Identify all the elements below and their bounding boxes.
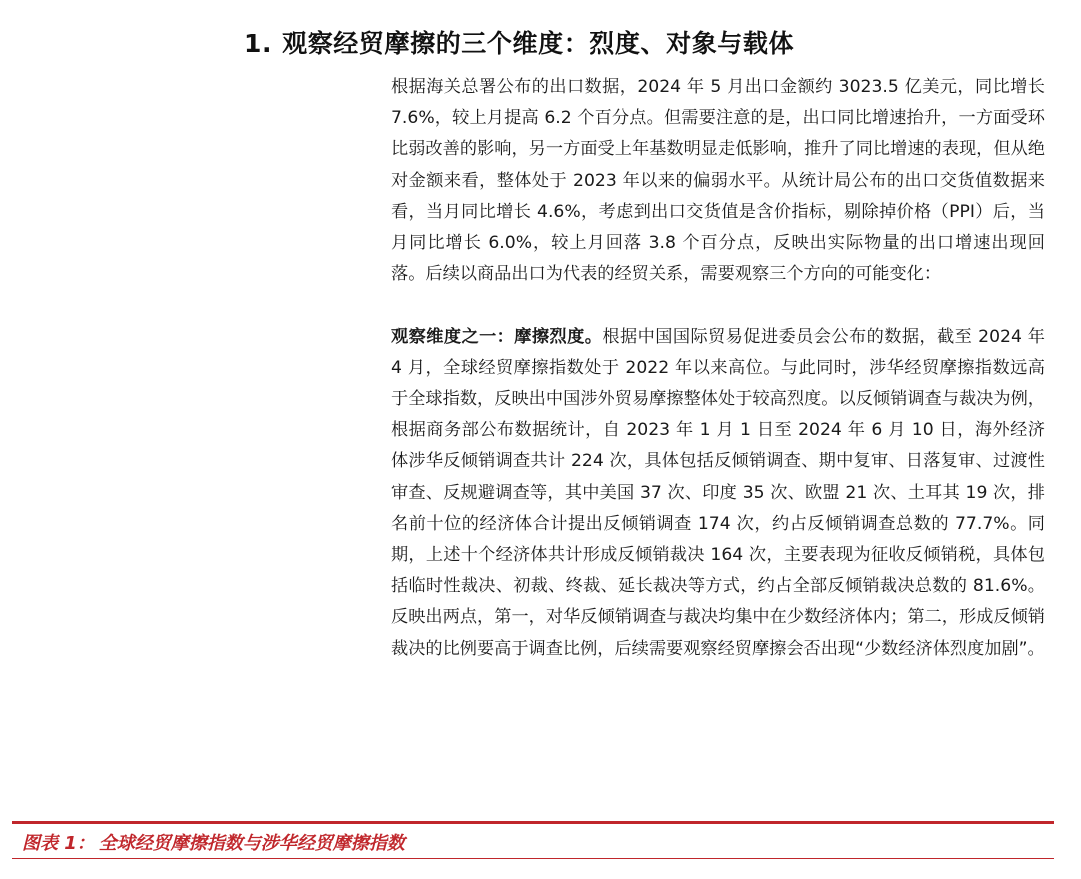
paragraph-export-data: 根据海关总署公布的出口数据，2024 年 5 月出口金额约 3023.5 亿美元，同比增长 7.6%，较上月提高 6.2 个百分点。但需要注意的是，出口同比增速抬升，一方面受环比弱改善的影响，另一方面受上年基数明显走低影响，推升了同比增速的表现，但从绝对金额来看，整体处于 2023 年以来的偏弱水平。从统计局公布的出口交货值数据来看，当月同比增长 4.6%，考虑到出口交货值是含价指标，剔除掉价格（PPI）后，当月同比增长 6.0%，较上月回落 3.8 个百分点，反映出实际物量的出口增速出现回落。后续以商品出口为代表的经贸关系，需要观察三个方向的可能变化： [391, 77, 1045, 285]
section-heading [244, 24, 794, 60]
section-number: 1. [244, 29, 273, 58]
figure-bottom-rule [12, 858, 1054, 859]
figure-top-rule [12, 821, 1054, 824]
figure-label: 图表 1： [22, 833, 95, 854]
figure-title: 全球经贸摩擦指数与涉华经贸摩擦指数 [98, 833, 405, 854]
figure-caption [22, 829, 405, 855]
body-text [391, 72, 1045, 665]
paragraph-friction-intensity [391, 322, 1045, 665]
paragraph-lead: 观察维度之一：摩擦烈度。 [391, 326, 603, 347]
section-title: 观察经贸摩擦的三个维度：烈度、对象与载体 [282, 29, 795, 58]
paragraph-body: 根据中国国际贸易促进委员会公布的数据，截至 2024 年 4 月，全球经贸摩擦指数处于 2022 年以来高位。与此同时，涉华经贸摩擦指数远高于全球指数，反映出中国涉外贸易摩擦整体处于较高烈度。以反倾销调查与裁决为例，根据商务部公布数据统计，自 2023 年 1 月 1 日至 2024 年 6 月 10 日，海外经济体涉华反倾销调查共计 224 次，具体包括反倾销调查、期中复审、日落复审、过渡性审查、反规避调查等，其中美国 37 次、印度 35 次、欧盟 21 次、土耳其 19 次，排名前十位的经济体合计提出反倾销调查 174 次，约占反倾销调查总数的 77.7%。同期，上述十个经济体共计形成反倾销裁决 164 次，主要表现为征收反倾销税，具体包括临时性裁决、初裁、终裁、延长裁决等方式，约占全部反倾销裁决总数的 81.6%。反映出两点，第一，对华反倾销调查与裁决均集中在少数经济体内；第二，形成反倾销裁决的比例要高于调查比例，后续需要观察经贸摩擦会否出现“少数经济体烈度加剧”。 [391, 326, 1045, 659]
